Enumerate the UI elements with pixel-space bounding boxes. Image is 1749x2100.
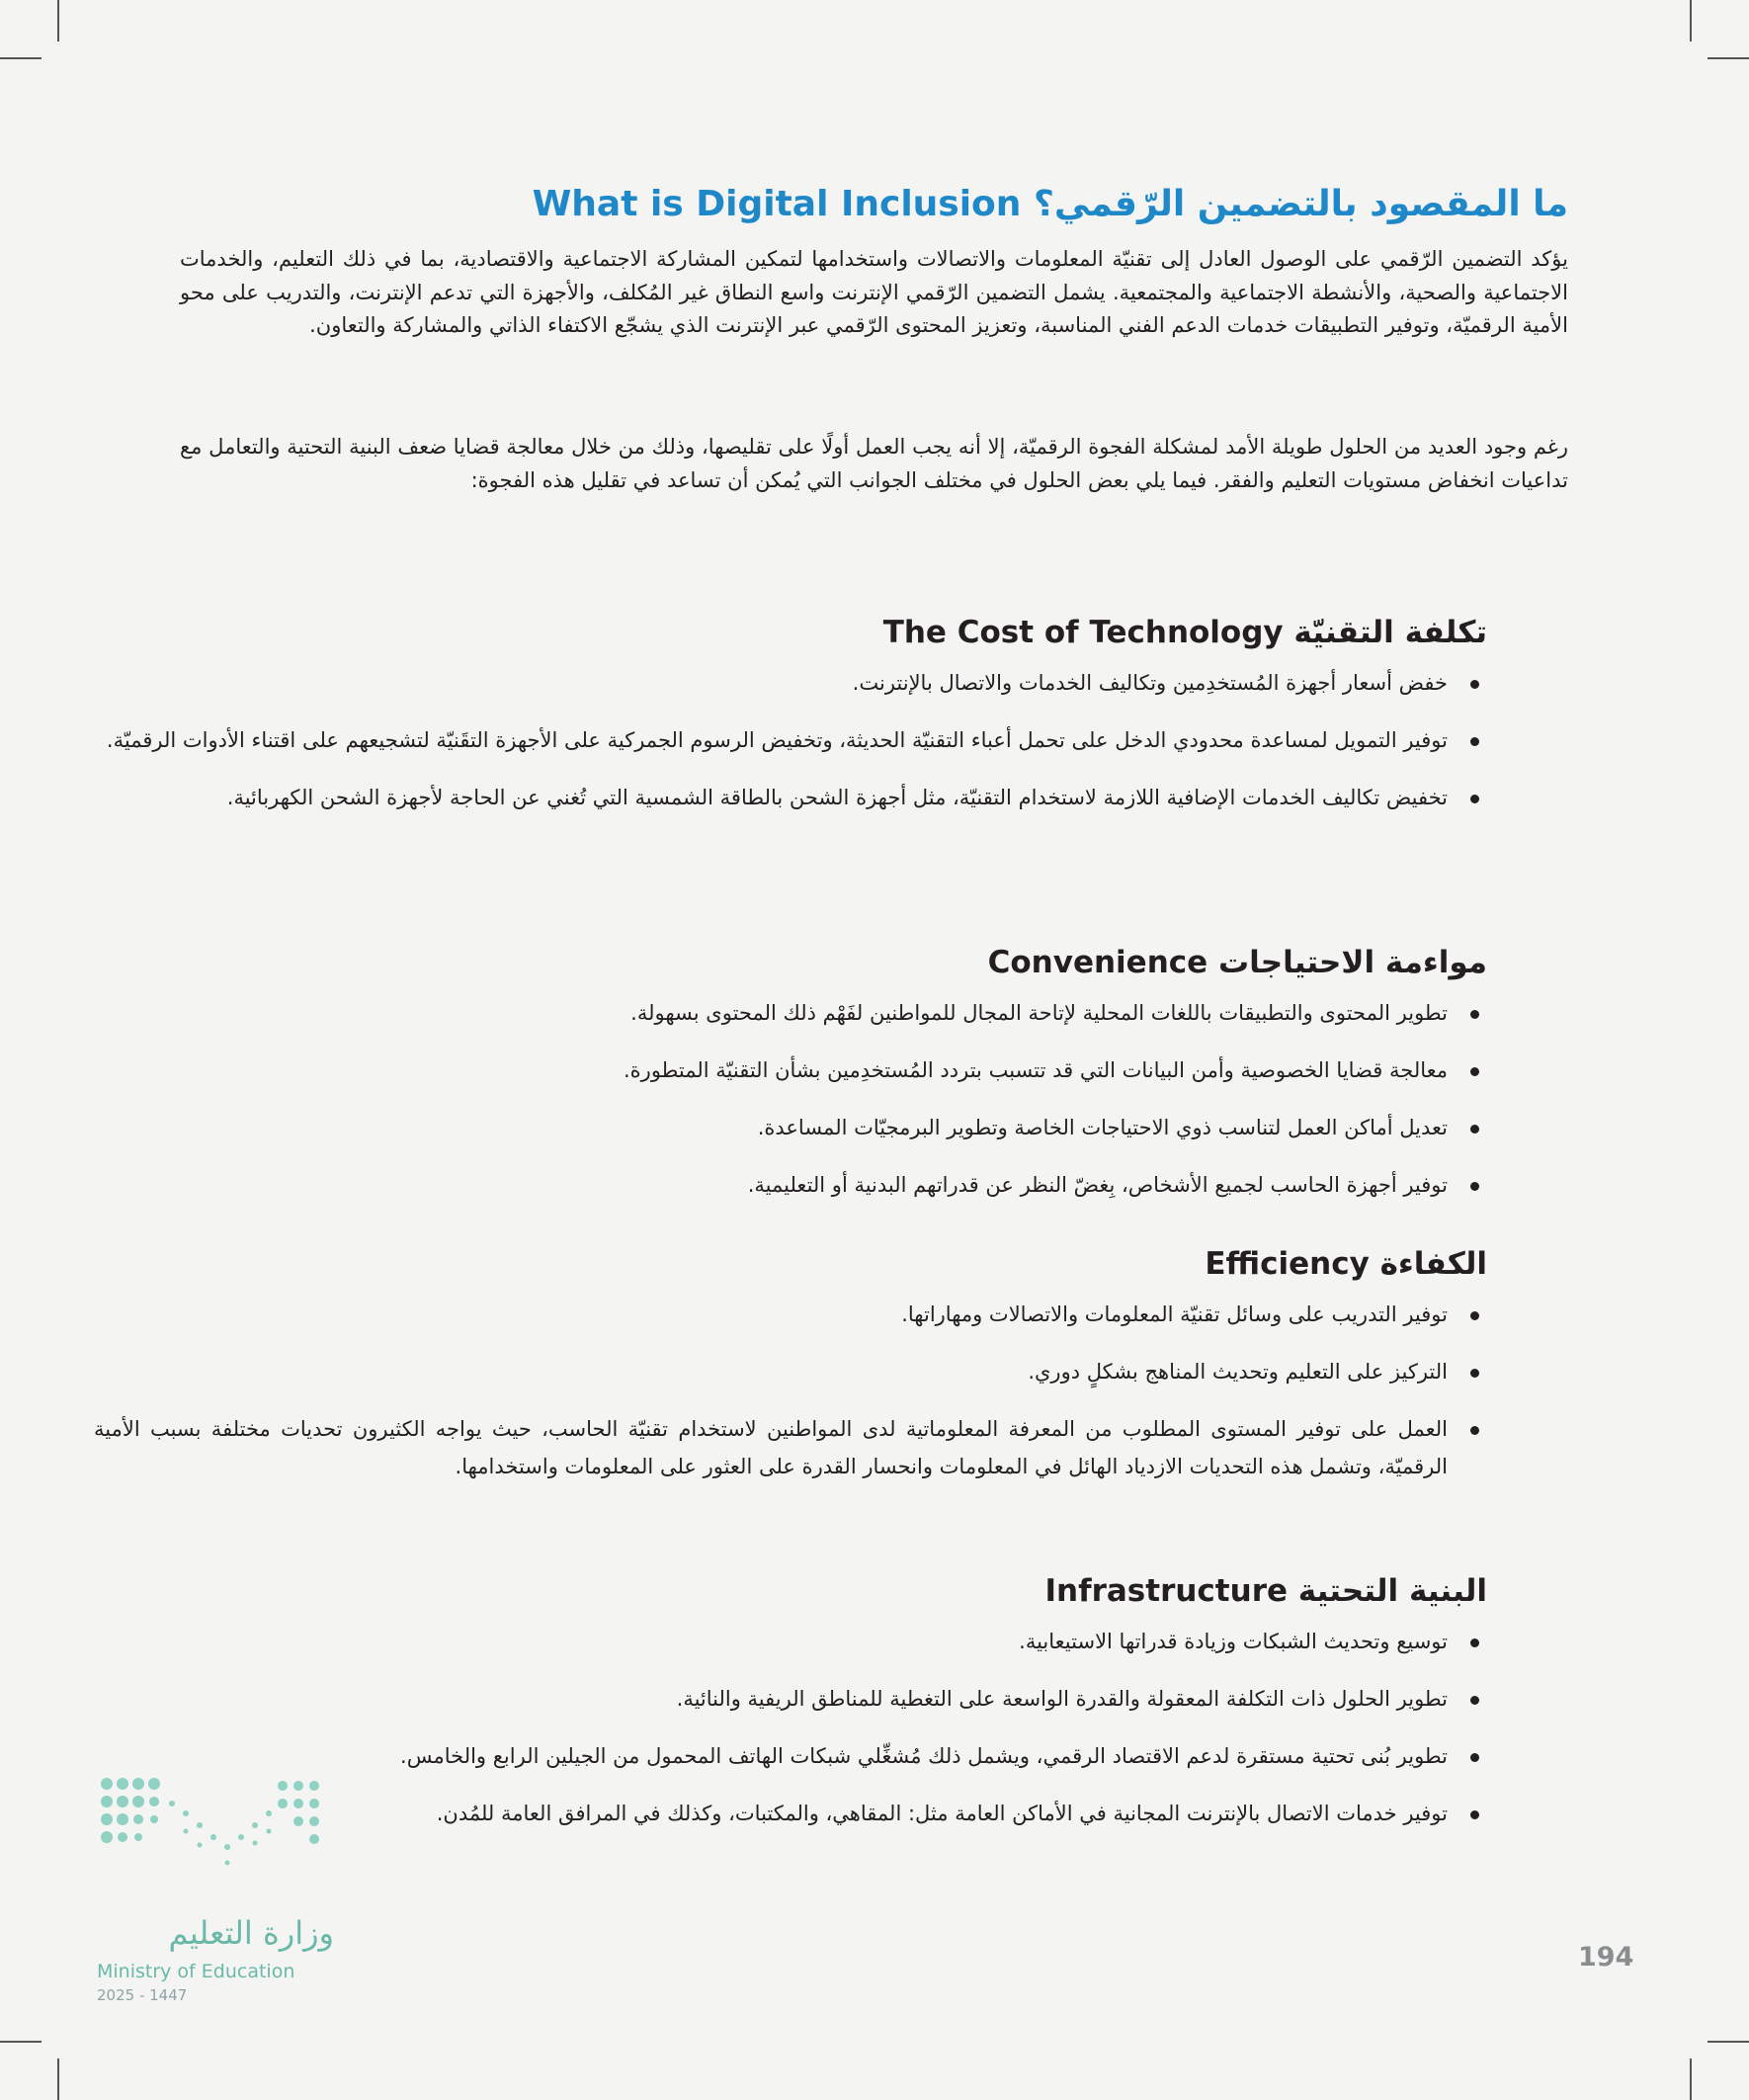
list-item-text: توفير التمويل لمساعدة محدودي الدخل على تحمل أعباء التقنيّة الحديثة، وتخفيض الرسوم الجمركية على الأجهزة التقَنيّة لتشجيعهم على اقتناء الأدوات الرقميّة. (106, 728, 1448, 752)
bullet-dot-icon (1470, 1696, 1479, 1705)
list-item (94, 1737, 1487, 1775)
bullet-dot-icon (1470, 1369, 1479, 1378)
list-item-text: خفض أسعار أجهزة المُستخدِمين وتكاليف الخدمات والاتصال بالإنترنت. (852, 671, 1448, 695)
ministry-logo (97, 1774, 334, 2011)
ministry-year: 2025 - 1447 (97, 1986, 188, 2004)
list-item (94, 1166, 1487, 1204)
crop-mark (57, 0, 59, 42)
intro-paragraph: رغم وجود العديد من الحلول طويلة الأمد لمشكلة الفجوة الرقميّة، إلا أنه يجب العمل أولًا على تقليصها، وذلك من خلال معالجة قضايا ضعف البنية التحتية والتعامل مع تداعيات انخفاض مستويات التعليم والفقر. فيما يلي بعض الحلول في مختلف الجوانب التي يُمكن أن تساعد في تقليل هذه الفجوة: (180, 435, 1568, 492)
list-item (94, 1623, 1487, 1660)
list-item-text: تطوير الحلول ذات التكلفة المعقولة والقدرة الواسعة على التغطية للمناطق الريفية والنائية. (676, 1687, 1448, 1711)
bullet-dot-icon (1470, 680, 1479, 689)
ministry-dots-logo (97, 1774, 334, 1897)
ministry-name-english: Ministry of Education (97, 1961, 295, 1982)
list-item (94, 1353, 1487, 1390)
bullet-dot-icon (1470, 1810, 1479, 1819)
list-item-text: توسيع وتحديث الشبكات وزيادة قدراتها الاستيعابية. (1019, 1630, 1448, 1653)
list-item (94, 1051, 1487, 1089)
bullet-dot-icon (1470, 1426, 1479, 1435)
crop-mark (1690, 0, 1692, 42)
crop-mark (0, 2041, 42, 2043)
section-heading: تكلفة التقنيّة The Cost of Technology (882, 615, 1487, 650)
list-item (94, 1410, 1487, 1485)
list-item (94, 664, 1487, 702)
bullet-dot-icon (1470, 1753, 1479, 1762)
list-item-text: تعديل أماكن العمل لتناسب ذوي الاحتياجات الخاصة وتطوير البرمجيّات المساعدة. (757, 1116, 1448, 1139)
section-heading: البنية التحتية Infrastructure (1044, 1573, 1487, 1609)
crop-mark (57, 2058, 59, 2100)
intro-paragraph: يؤكد التضمين الرّقمي على الوصول العادل إلى تقنيّة المعلومات والاتصالات واستخدامها لتمكين المشاركة الاجتماعية والاقتصادية، بما في ذلك التعليم، والخدمات الاجتماعية والصحية، والأنشطة الاجتماعية والمجتمعية. يشمل التضمين الرّقمي الإنترنت واسع النطاق غير المُكلف، والأجهزة التي تدعم الإنترنت، والتدريب على محو الأمية الرقميّة، وتوفير التطبيقات خدمات الدعم الفني المناسبة، وتعزيز المحتوى الرّقمي عبر الإنترنت الذي يشجّع الاكتفاء الذاتي والمشاركة والتعاون. (180, 247, 1568, 337)
list-item-text: تخفيض تكاليف الخدمات الإضافية اللازمة لاستخدام التقنيّة، مثل أجهزة الشحن بالطاقة الشمسية التي تُغني عن الحاجة لأجهزة الشحن الكهربائية. (226, 786, 1448, 809)
list-item (94, 1296, 1487, 1333)
list-item (94, 994, 1487, 1032)
section-convenience (94, 945, 1487, 1223)
crop-mark (0, 57, 42, 59)
bullet-dot-icon (1470, 1182, 1479, 1191)
bullet-list (94, 1296, 1487, 1485)
list-item (94, 1680, 1487, 1718)
crop-mark (1690, 2058, 1692, 2100)
list-item-text: توفير أجهزة الحاسب لجميع الأشخاص، بِغضّ النظر عن قدراتهم البدنية أو التعليمية. (747, 1173, 1448, 1197)
section-efficiency (94, 1246, 1487, 1505)
bullet-dot-icon (1470, 1010, 1479, 1019)
section-heading: مواءمة الاحتياجات Convenience (987, 945, 1487, 980)
bullet-dot-icon (1470, 1067, 1479, 1076)
bullet-dot-icon (1470, 737, 1479, 746)
list-item-text: تطوير المحتوى والتطبيقات باللغات المحلية لإتاحة المجال للمواطنين لفَهْم ذلك المحتوى بسهولة. (630, 1001, 1448, 1025)
list-item (94, 779, 1487, 816)
list-item (94, 721, 1487, 759)
list-item-text: معالجة قضايا الخصوصية وأمن البيانات التي قد تتسبب بتردد المُستخدِمين بشأن التقنيّة المتطورة. (624, 1058, 1448, 1082)
bullet-dot-icon (1470, 1125, 1479, 1134)
list-item-text: التركيز على التعليم وتحديث المناهج بشكلٍ دوري. (1028, 1360, 1448, 1384)
list-item-text: تطوير بُنى تحتية مستقرة لدعم الاقتصاد الرقمي، ويشمل ذلك مُشغِّلي شبكات الهاتف المحمول من الجيلين الرابع والخامس. (400, 1744, 1448, 1768)
bullet-dot-icon (1470, 1638, 1479, 1647)
list-item-text: العمل على توفير المستوى المطلوب من المعرفة المعلوماتية لدى المواطنين لاستخدام تقنيّة الحاسب، حيث يواجه الكثيرون تحديات مختلفة بسبب الأمية الرقميّة، وتشمل هذه التحديات الازدياد الهائل في المعلومات وانحسار القدرة على العثور على المعلومات واستخدامها. (94, 1417, 1448, 1478)
bullet-list (94, 994, 1487, 1204)
list-item-text: توفير خدمات الاتصال بالإنترنت المجانية في الأماكن العامة مثل: المقاهي، والمكتبات، وكذلك في المرافق العامة للمُدن. (436, 1802, 1448, 1825)
bullet-list (94, 664, 1487, 816)
crop-mark (1707, 57, 1749, 59)
ministry-name-arabic: وزارة التعليم (168, 1914, 334, 1952)
list-item-text: توفير التدريب على وسائل تقنيّة المعلومات والاتصالات ومهاراتها. (901, 1302, 1448, 1326)
section-cost-of-technology (94, 615, 1487, 836)
bullet-dot-icon (1470, 795, 1479, 803)
page-title: ما المقصود بالتضمين الرّقمي؟ What is Digital Inclusion (532, 184, 1568, 224)
page-number: 194 (1578, 1942, 1634, 1973)
section-heading: الكفاءة Efficiency (1205, 1246, 1487, 1282)
crop-mark (1707, 2041, 1749, 2043)
list-item (94, 1109, 1487, 1146)
bullet-dot-icon (1470, 1311, 1479, 1320)
